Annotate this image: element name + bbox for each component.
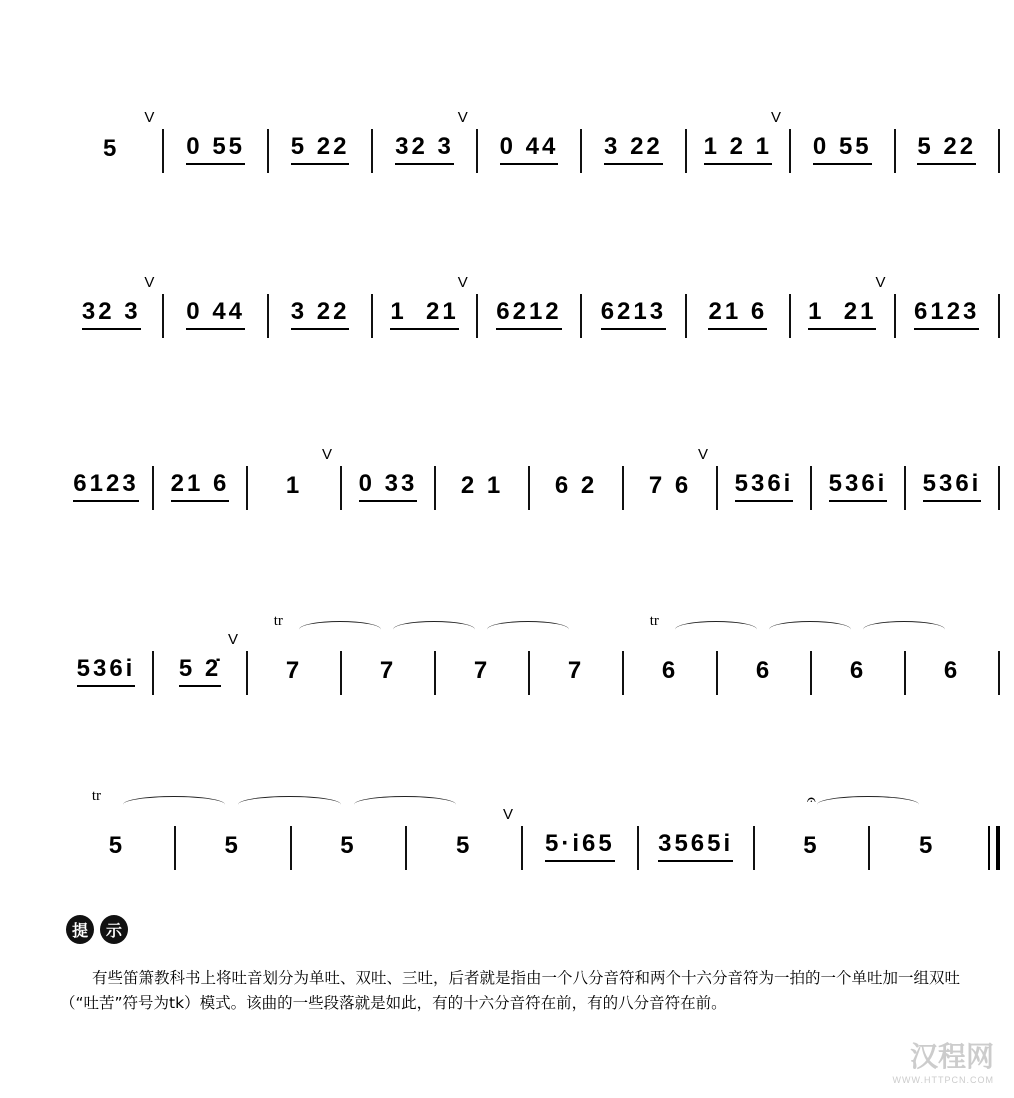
notes: 32 3 xyxy=(82,298,141,330)
measure xyxy=(269,115,371,165)
notes: 7 xyxy=(567,657,585,684)
notes: 6 xyxy=(943,657,961,684)
notes: 21 6 xyxy=(171,470,230,502)
notes: 7 6 xyxy=(648,472,692,499)
notes: 536i xyxy=(77,655,136,687)
measure xyxy=(342,637,434,687)
notes: 7 xyxy=(379,657,397,684)
measure xyxy=(582,115,684,165)
notes: 536i xyxy=(735,470,794,502)
notes: 5·i65 xyxy=(545,830,615,862)
notes: 5 xyxy=(455,832,473,859)
measure xyxy=(478,115,580,165)
notes: 5 xyxy=(224,832,241,859)
tie-arc xyxy=(354,796,456,813)
notes: 6123 xyxy=(73,470,138,502)
measure xyxy=(154,452,246,502)
notes: 3 22 xyxy=(291,298,350,330)
measure xyxy=(639,812,753,862)
notes: 536i xyxy=(829,470,888,502)
measure xyxy=(687,280,789,330)
notes: 0 44 xyxy=(186,298,245,330)
notes: 0 44 xyxy=(500,133,559,165)
notes: 1 21 xyxy=(390,298,458,330)
notes: 21 6 xyxy=(708,298,767,330)
measure xyxy=(530,637,622,687)
notes: 5 xyxy=(918,832,936,859)
score-line xyxy=(60,446,1000,502)
tip-badge-char: 提 xyxy=(66,915,94,944)
trill-mark: tr xyxy=(91,788,102,804)
measure xyxy=(60,637,152,687)
tip-badge xyxy=(66,915,128,944)
tip-paragraph: 有些笛箫教科书上将吐音划分为单吐、双吐、三吐，后者就是指由一个八分音符和两个十六分音符为一拍的一个单吐加一组双吐（“吐苦”符号为tk）模式。该曲的一些段落就是如此，有的十六分音符在前，有的八分音符在前。 xyxy=(60,969,961,1012)
notes: 536i xyxy=(923,470,982,502)
tie-arc xyxy=(299,621,382,638)
measure xyxy=(373,274,475,330)
measure xyxy=(906,637,998,687)
watermark-url: WWW.HTTPCN.COM xyxy=(892,1075,994,1085)
measure xyxy=(896,280,998,330)
barline xyxy=(998,466,1000,510)
breath-mark: V xyxy=(457,109,468,126)
breath-mark: V xyxy=(502,806,513,823)
breath-mark: V xyxy=(144,109,155,126)
measure xyxy=(248,613,340,687)
measure xyxy=(791,274,893,330)
notes: 3565i xyxy=(658,830,733,862)
notes: 7 xyxy=(285,657,303,684)
barline xyxy=(998,129,1000,173)
breath-mark: V xyxy=(697,446,708,463)
measure xyxy=(718,637,810,687)
notes: 5 2̇ xyxy=(179,655,221,687)
measure xyxy=(478,280,580,330)
tie-arc xyxy=(393,621,476,638)
measure xyxy=(436,637,528,687)
notes: 7 xyxy=(473,657,491,684)
trill-mark: tr xyxy=(273,613,283,629)
notes: 1 2 1 xyxy=(704,133,772,165)
measure xyxy=(624,613,716,687)
breath-mark: V xyxy=(144,274,155,291)
notes: 5 xyxy=(340,832,357,859)
breath-mark: V xyxy=(321,446,332,463)
tie-arc xyxy=(238,796,340,813)
fermata-mark: 𝄐 xyxy=(806,792,816,809)
barline xyxy=(998,294,1000,338)
breath-mark: V xyxy=(875,274,886,291)
tie-arc xyxy=(675,621,758,638)
score-line xyxy=(60,274,1000,330)
measure xyxy=(60,788,174,862)
notes: 6 xyxy=(661,657,679,684)
notes: 1 21 xyxy=(808,298,876,330)
breath-mark: V xyxy=(457,274,468,291)
measure xyxy=(60,452,152,502)
notes: 6 xyxy=(755,657,773,684)
measure xyxy=(896,115,998,165)
notes: 6213 xyxy=(601,298,666,330)
notes: 5 xyxy=(103,135,120,162)
notes: 6 xyxy=(849,657,867,684)
measure xyxy=(292,812,406,862)
measure xyxy=(248,446,340,502)
tie-arc xyxy=(769,621,852,638)
breath-mark: V xyxy=(771,109,782,126)
measure xyxy=(523,812,637,862)
measure xyxy=(60,274,162,330)
measure xyxy=(906,452,998,502)
measure xyxy=(164,115,266,165)
measure xyxy=(342,452,434,502)
watermark-text: 汉程网 xyxy=(909,1041,994,1072)
trill-mark: tr xyxy=(649,613,659,629)
notes: 0 55 xyxy=(813,133,872,165)
notes: 1 xyxy=(285,472,303,499)
measure xyxy=(373,109,475,165)
tie-arc xyxy=(123,796,225,813)
measure xyxy=(687,109,789,165)
measure xyxy=(870,812,984,862)
measure xyxy=(436,452,528,502)
notes: 0 55 xyxy=(186,133,245,165)
breath-mark: V xyxy=(227,631,238,648)
notes: 6 2 xyxy=(554,472,598,499)
score-line xyxy=(60,613,1000,687)
measure xyxy=(812,452,904,502)
notes: 2 1 xyxy=(460,472,504,499)
measure xyxy=(164,280,266,330)
measure xyxy=(176,812,290,862)
measure xyxy=(582,280,684,330)
score-line xyxy=(60,788,1000,862)
notes: 5 xyxy=(803,832,820,859)
tip-badge-char: 示 xyxy=(100,915,128,944)
notes: 5 22 xyxy=(917,133,976,165)
notes: 3 22 xyxy=(604,133,663,165)
measure xyxy=(624,446,716,502)
notes: 0 33 xyxy=(359,470,418,502)
tie-arc xyxy=(863,621,946,638)
measure xyxy=(530,452,622,502)
watermark-logo xyxy=(893,1035,994,1085)
measure xyxy=(718,452,810,502)
notes: 32 3 xyxy=(395,133,454,165)
measure xyxy=(154,631,246,687)
measure xyxy=(407,806,521,862)
measure xyxy=(755,792,869,862)
barline xyxy=(998,651,1000,695)
measure xyxy=(791,115,893,165)
notes: 5 22 xyxy=(291,133,350,165)
score-line xyxy=(60,109,1000,165)
final-barline xyxy=(988,826,1000,870)
measure xyxy=(269,280,371,330)
measure xyxy=(812,637,904,687)
notes: 6212 xyxy=(496,298,561,330)
notes: 6123 xyxy=(914,298,979,330)
measure xyxy=(60,109,162,165)
notes: 5 xyxy=(108,832,126,859)
tie-arc xyxy=(817,796,919,813)
tie-arc xyxy=(487,621,570,638)
